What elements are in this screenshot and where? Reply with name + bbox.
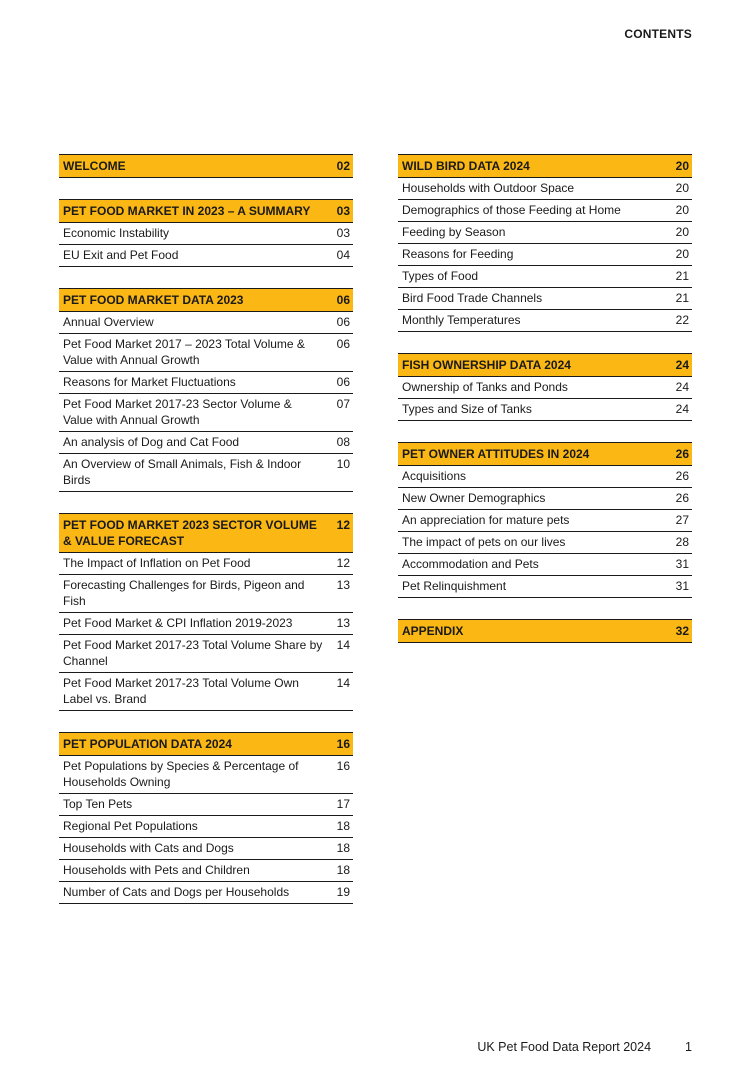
entry-title: Pet Populations by Species & Percentage of Households Owning (63, 759, 299, 789)
section-title: PET FOOD MARKET IN 2023 – A SUMMARY (63, 204, 311, 218)
toc-entry[interactable] (59, 394, 353, 432)
section-title: WELCOME (63, 159, 126, 173)
entry-page-number: 20 (675, 203, 689, 217)
toc-entry[interactable] (398, 510, 692, 532)
toc-entry[interactable] (59, 312, 353, 334)
section-header[interactable] (59, 199, 353, 223)
toc-section (59, 513, 353, 711)
entry-title: Pet Food Market 2017 – 2023 Total Volume & Value with Annual Growth (63, 337, 305, 367)
entry-title: EU Exit and Pet Food (63, 248, 179, 262)
entry-title: Pet Food Market & CPI Inflation 2019-2023 (63, 616, 293, 630)
entry-title: An Overview of Small Animals, Fish & Indoor Birds (63, 457, 302, 487)
toc-section (59, 732, 353, 904)
entry-title: Bird Food Trade Channels (402, 291, 543, 305)
toc-entry[interactable] (59, 794, 353, 816)
toc-entry[interactable] (59, 575, 353, 613)
section-header[interactable] (398, 619, 692, 643)
toc-entry[interactable] (398, 310, 692, 332)
entry-title: Reasons for Market Fluctuations (63, 375, 236, 389)
section-header[interactable] (59, 288, 353, 312)
toc-entry[interactable] (398, 178, 692, 200)
section-header[interactable] (59, 154, 353, 178)
toc-entry[interactable] (59, 432, 353, 454)
footer-page-number: 1 (685, 1040, 692, 1054)
toc-entry[interactable] (59, 245, 353, 267)
entry-title: Economic Instability (63, 226, 170, 240)
entry-page-number: 04 (336, 248, 350, 262)
section-page-number: 24 (675, 358, 689, 372)
entry-title: Households with Outdoor Space (402, 181, 575, 195)
entry-title: Ownership of Tanks and Ponds (402, 380, 568, 394)
toc-left-column (59, 154, 353, 925)
toc-entry[interactable] (59, 454, 353, 492)
toc-section (398, 619, 692, 643)
toc-entry[interactable] (398, 288, 692, 310)
toc-entry[interactable] (398, 399, 692, 421)
section-title: FISH OWNERSHIP DATA 2024 (402, 358, 571, 372)
entry-page-number: 12 (336, 556, 350, 570)
entry-page-number: 07 (336, 397, 350, 411)
section-title: PET POPULATION DATA 2024 (63, 737, 232, 751)
entry-page-number: 18 (336, 819, 350, 833)
entry-page-number: 18 (336, 863, 350, 877)
entry-page-number: 24 (675, 380, 689, 394)
toc-entry[interactable] (59, 756, 353, 794)
entry-page-number: 16 (336, 759, 350, 773)
section-title: WILD BIRD DATA 2024 (402, 159, 530, 173)
toc-entry[interactable] (59, 553, 353, 575)
entry-title: An appreciation for mature pets (402, 513, 570, 527)
entry-page-number: 22 (675, 313, 689, 327)
toc-entry[interactable] (398, 466, 692, 488)
page-heading: CONTENTS (624, 27, 692, 41)
section-page-number: 32 (675, 624, 689, 638)
entry-page-number: 20 (675, 247, 689, 261)
entry-page-number: 06 (336, 337, 350, 351)
toc-entry[interactable] (398, 244, 692, 266)
entry-page-number: 24 (675, 402, 689, 416)
entry-page-number: 13 (336, 578, 350, 592)
toc-right-column (398, 154, 692, 664)
toc-entry[interactable] (59, 882, 353, 904)
section-page-number: 12 (336, 518, 350, 532)
toc-section (398, 154, 692, 332)
entry-title: Households with Pets and Children (63, 863, 250, 877)
entry-page-number: 19 (336, 885, 350, 899)
toc-section (59, 288, 353, 492)
toc-entry[interactable] (398, 266, 692, 288)
entry-title: Number of Cats and Dogs per Households (63, 885, 290, 899)
section-title: PET OWNER ATTITUDES IN 2024 (402, 447, 590, 461)
toc-entry[interactable] (59, 860, 353, 882)
toc-entry[interactable] (59, 838, 353, 860)
entry-page-number: 26 (675, 491, 689, 505)
section-header[interactable] (398, 353, 692, 377)
section-page-number: 03 (336, 204, 350, 218)
entry-page-number: 26 (675, 469, 689, 483)
entry-page-number: 27 (675, 513, 689, 527)
entry-title: Pet Relinquishment (402, 579, 507, 593)
toc-entry[interactable] (59, 673, 353, 711)
toc-entry[interactable] (398, 576, 692, 598)
section-title: APPENDIX (402, 624, 464, 638)
section-page-number: 26 (675, 447, 689, 461)
toc-entry[interactable] (59, 635, 353, 673)
entry-page-number: 20 (675, 225, 689, 239)
report-title: UK Pet Food Data Report 2024 (477, 1040, 652, 1054)
section-header[interactable] (59, 732, 353, 756)
entry-title: Pet Food Market 2017-23 Total Volume Share by Channel (63, 638, 323, 668)
toc-entry[interactable] (59, 613, 353, 635)
entry-page-number: 06 (336, 315, 350, 329)
section-header[interactable] (398, 154, 692, 178)
section-title: PET FOOD MARKET DATA 2023 (63, 293, 244, 307)
toc-entry[interactable] (59, 816, 353, 838)
entry-page-number: 14 (336, 638, 350, 652)
toc-entry[interactable] (398, 377, 692, 399)
toc-entry[interactable] (398, 532, 692, 554)
toc-section (59, 154, 353, 178)
toc-entry[interactable] (398, 488, 692, 510)
toc-entry[interactable] (398, 200, 692, 222)
entry-title: The impact of pets on our lives (402, 535, 566, 549)
toc-entry[interactable] (59, 223, 353, 245)
entry-page-number: 21 (675, 291, 689, 305)
toc-section (59, 199, 353, 267)
entry-title: The Impact of Inflation on Pet Food (63, 556, 251, 570)
section-header[interactable] (59, 513, 353, 553)
entry-title: Acquisitions (402, 469, 467, 483)
toc-section (398, 442, 692, 598)
section-page-number: 02 (336, 159, 350, 173)
entry-page-number: 21 (675, 269, 689, 283)
entry-title: Types of Food (402, 269, 479, 283)
entry-title: Feeding by Season (402, 225, 506, 239)
entry-title: Annual Overview (63, 315, 154, 329)
entry-page-number: 14 (336, 676, 350, 690)
toc-entry[interactable] (398, 222, 692, 244)
section-header[interactable] (398, 442, 692, 466)
entry-title: Reasons for Feeding (402, 247, 514, 261)
entry-page-number: 31 (675, 579, 689, 593)
entry-title: Demographics of those Feeding at Home (402, 203, 621, 217)
entry-page-number: 13 (336, 616, 350, 630)
section-page-number: 20 (675, 159, 689, 173)
entry-page-number: 06 (336, 375, 350, 389)
entry-page-number: 31 (675, 557, 689, 571)
section-title: PET FOOD MARKET 2023 SECTOR VOLUME & VALUE FORECAST (63, 518, 317, 548)
toc-entry[interactable] (59, 334, 353, 372)
footer (477, 1040, 692, 1054)
entry-title: Top Ten Pets (63, 797, 133, 811)
entry-title: New Owner Demographics (402, 491, 546, 505)
entry-page-number: 28 (675, 535, 689, 549)
entry-page-number: 20 (675, 181, 689, 195)
entry-title: Monthly Temperatures (402, 313, 521, 327)
entry-page-number: 03 (336, 226, 350, 240)
entry-title: Pet Food Market 2017-23 Total Volume Own Label vs. Brand (63, 676, 299, 706)
entry-page-number: 18 (336, 841, 350, 855)
entry-title: Pet Food Market 2017-23 Sector Volume & Value with Annual Growth (63, 397, 292, 427)
entry-title: Forecasting Challenges for Birds, Pigeon and Fish (63, 578, 305, 608)
entry-title: Households with Cats and Dogs (63, 841, 234, 855)
entry-page-number: 08 (336, 435, 350, 449)
entry-title: An analysis of Dog and Cat Food (63, 435, 240, 449)
section-page-number: 06 (336, 293, 350, 307)
toc-section (398, 353, 692, 421)
entry-page-number: 10 (336, 457, 350, 471)
toc-entry[interactable] (398, 554, 692, 576)
section-page-number: 16 (336, 737, 350, 751)
entry-title: Accommodation and Pets (402, 557, 539, 571)
entry-page-number: 17 (336, 797, 350, 811)
entry-title: Regional Pet Populations (63, 819, 198, 833)
entry-title: Types and Size of Tanks (402, 402, 532, 416)
toc-entry[interactable] (59, 372, 353, 394)
